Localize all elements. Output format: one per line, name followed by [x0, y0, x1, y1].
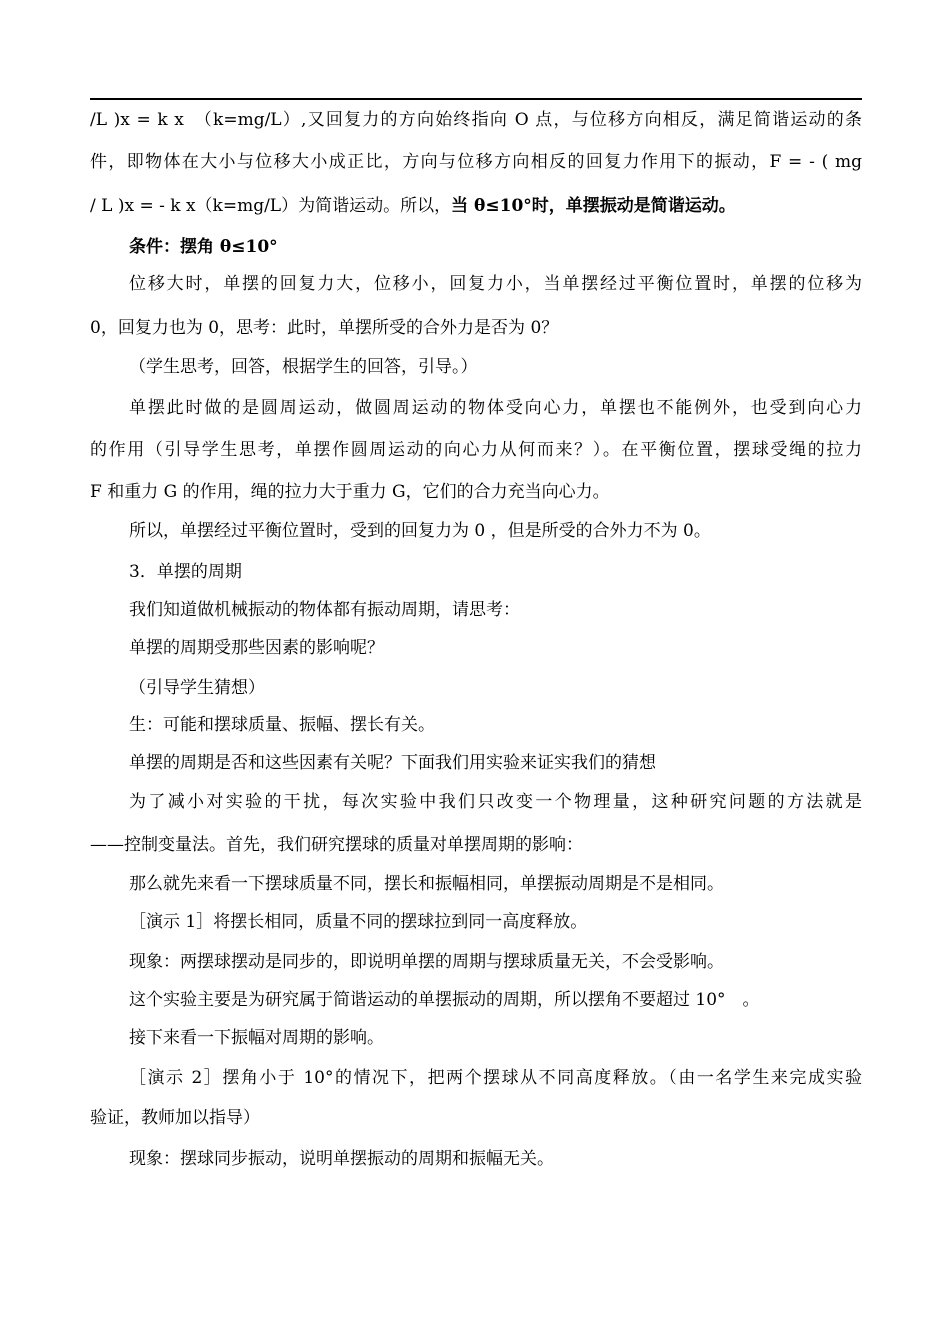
text-line: 所以，单摆经过平衡位置时，受到的回复力为 0 ，但是所受的合外力不为 0。	[129, 521, 711, 541]
text-line: 这个实验主要是为研究属于简谐运动的单摆振动的周期，所以摆角不要超过 10° 。	[129, 990, 760, 1010]
text-span: / L )x = - k x（k=mg/L）为简谐运动。所以，	[90, 196, 452, 216]
text-line: 位移大时，单摆的回复力大，位移小，回复力小，当单摆经过平衡位置时，单摆的位移为	[129, 274, 862, 294]
text-line: F 和重力 G 的作用，绳的拉力大于重力 G，它们的合力充当向心力。	[90, 482, 610, 502]
bold-conclusion: 当 θ≤10°时，单摆振动是简谐运动。	[451, 196, 736, 216]
text-line: 为了减小对实验的干扰，每次实验中我们只改变一个物理量，这种研究问题的方法就是	[129, 792, 862, 812]
header-rule	[90, 98, 862, 100]
text-line: /L )x = k x （k=mg/L）,又回复力的方向始终指向 O 点，与位移方向相反，满足简谐运动的条	[90, 110, 862, 130]
text-line: ［演示 2］摆角小于 10°的情况下，把两个摆球从不同高度释放。（由一名学生来完成实验	[129, 1068, 862, 1088]
text-line: 接下来看一下振幅对周期的影响。	[129, 1028, 384, 1048]
text-line: 现象：摆球同步振动，说明单摆振动的周期和振幅无关。	[129, 1149, 554, 1169]
text-line: 现象：两摆球摆动是同步的，即说明单摆的周期与摆球质量无关，不会受影响。	[129, 952, 724, 972]
text-line: 的作用（引导学生思考，单摆作圆周运动的向心力从何而来？）。在平衡位置，摆球受绳的拉力	[90, 440, 862, 460]
condition-heading: 条件：摆角 θ≤10°	[129, 237, 278, 257]
section-heading: 3．单摆的周期	[129, 562, 242, 582]
text-line: 那么就先来看一下摆球质量不同，摆长和振幅相同，单摆振动周期是不是相同。	[129, 874, 724, 894]
text-line: 件，即物体在大小与位移大小成正比，方向与位移方向相反的回复力作用下的振动，F = - ( mg	[90, 152, 862, 172]
text-line: ——控制变量法。首先，我们研究摆球的质量对单摆周期的影响：	[90, 835, 583, 855]
text-line: （引导学生猜想）	[129, 678, 265, 698]
text-line: 生：可能和摆球质量、振幅、摆长有关。	[129, 715, 435, 735]
text-line: ［演示 1］将摆长相同，质量不同的摆球拉到同一高度释放。	[129, 912, 588, 932]
text-line: （学生思考，回答，根据学生的回答，引导。）	[129, 357, 478, 377]
text-line: 我们知道做机械振动的物体都有振动周期，请思考：	[129, 600, 520, 620]
text-line: 单摆的周期是否和这些因素有关呢？下面我们用实验来证实我们的猜想	[129, 753, 656, 773]
text-line: 单摆此时做的是圆周运动，做圆周运动的物体受向心力，单摆也不能例外，也受到向心力	[129, 398, 862, 418]
text-line: 0，回复力也为 0，思考：此时，单摆所受的合外力是否为 0？	[90, 318, 559, 338]
text-line: 单摆的周期受那些因素的影响呢？	[129, 638, 384, 658]
text-line: 验证，教师加以指导）	[90, 1108, 260, 1128]
text-line	[90, 194, 862, 218]
